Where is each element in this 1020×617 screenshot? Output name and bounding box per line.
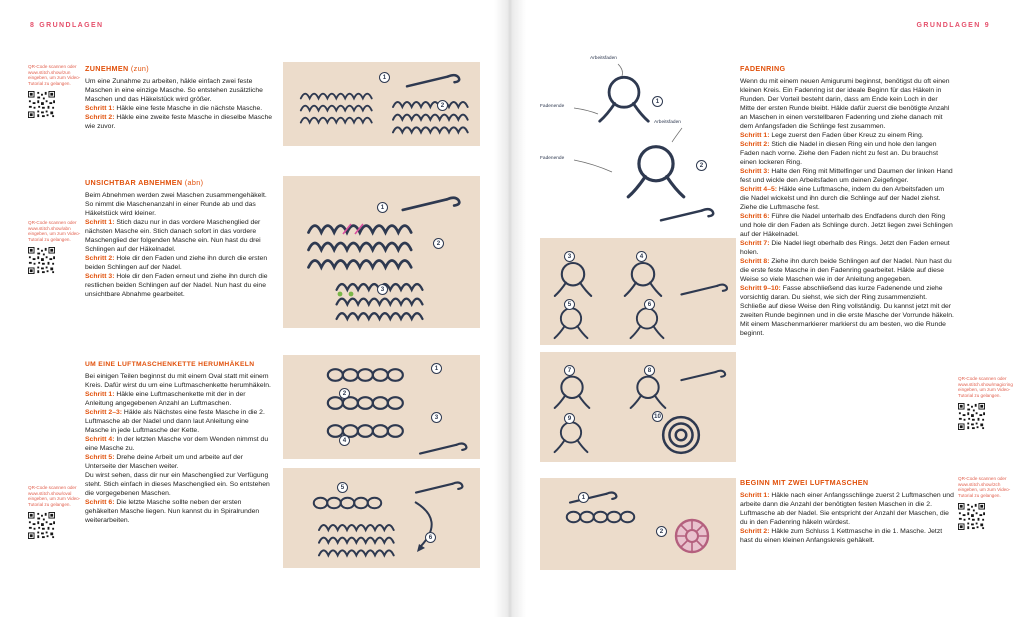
- qr-instruction-abnehmen: QR-Code scannen oder www.stitch.show/abn eingeben, um zum Video-Tutorial zu gelangen.: [28, 220, 81, 243]
- step-label: Schritt 2–3:: [85, 409, 123, 416]
- section-oval: [85, 361, 273, 525]
- text-block: [740, 239, 954, 257]
- step-number-badge: 4: [339, 435, 350, 446]
- step-text: Beim Abnehmen werden zwei Maschen zusammengehäkelt. So nimmt die Maschenanzahl in einer Runde ab und das Häkelstück wird kleiner.: [85, 192, 267, 217]
- step-text: Die Nadel liegt oberhalb des Rings. Jetzt den Faden erneut holen.: [740, 240, 950, 256]
- section-fadenring: [740, 64, 954, 338]
- step-number-badge: 3: [564, 251, 575, 262]
- page-gutter: [494, 0, 526, 617]
- step-number-badge: 1: [652, 96, 663, 107]
- section-zunehmen: [85, 64, 273, 131]
- step-number-badge: 2: [656, 526, 667, 537]
- step-number-badge: 5: [564, 299, 575, 310]
- text-block: [85, 498, 273, 525]
- folio-right: [917, 22, 990, 29]
- step-text: Die letzte Masche sollte neben der ersten gehäkelten Masche liegen. Nun kannst du in Spiralrunden weiterarbeiten.: [85, 499, 260, 524]
- step-text: In der letzten Masche vor dem Wenden nimmst du eine Masche zu.: [85, 436, 269, 452]
- qr-block-zunehmen: [28, 64, 82, 118]
- text-block: [740, 491, 954, 527]
- step-text: Stich dazu nur in das vordere Maschenglied der nächsten Masche ein. Stich danach sofort in das vordere Maschenglied der folgenden Masche ein. Nun hast du drei Schlingen auf der Häkelnadel.: [85, 219, 261, 253]
- text-block: [85, 272, 273, 299]
- step-badges: [283, 62, 480, 146]
- qr-block-abnehmen: [28, 220, 82, 274]
- step-label: Schritt 5:: [85, 454, 115, 461]
- qr-instruction-oval: QR-Code scannen oder www.stitch.show/oval eingeben, um zum Video-Tutorial zu gelangen.: [28, 485, 81, 508]
- qr-instruction-magicring: QR-Code scannen oder www.stitch.show/magicring eingeben, um zum Video-Tutorial zu gelangen.: [958, 376, 1013, 399]
- step-number-badge: 7: [564, 365, 575, 376]
- step-label: Schritt 8:: [740, 258, 770, 265]
- step-number-badge: 3: [431, 412, 442, 423]
- running-head-left: GRUNDLAGEN: [39, 22, 104, 29]
- step-label: Schritt 1:: [740, 492, 770, 499]
- section-body: [740, 77, 954, 338]
- step-badges: [540, 352, 736, 462]
- step-text: Häkle eine Luftmasche, indem du den Arbeitsfaden um die Nadel wickelst und ihn durch die Schlinge auf der Nadel ziehst. Ziehe die Luftmasche fest.: [740, 186, 945, 211]
- section-abnehmen: [85, 178, 273, 299]
- title-abbr: (abn): [184, 178, 204, 187]
- title-text: FADENRING: [740, 64, 786, 73]
- step-number-badge: 1: [578, 492, 589, 503]
- illustration-panel-zunehmen: [283, 62, 480, 146]
- text-block: [85, 471, 273, 498]
- title-text: BEGINN MIT ZWEI LUFTMASCHEN: [740, 478, 869, 487]
- text-block: [85, 77, 273, 104]
- step-badges: [540, 238, 736, 345]
- step-text: Du wirst sehen, dass dir nur ein Maschenglied zur Verfügung steht. Stich einfach in dieses Maschenglied ein. So entstehen die vorgegebenen Maschen.: [85, 472, 270, 497]
- text-block: [740, 212, 954, 239]
- step-text: Häkle eine feste Masche in die nächste Masche.: [116, 105, 263, 112]
- step-label: Schritt 2:: [85, 255, 115, 262]
- step-label: Schritt 1:: [85, 105, 115, 112]
- step-number-badge: 3: [377, 284, 388, 295]
- text-block: [85, 104, 273, 113]
- figure-label: Fadenende: [540, 104, 565, 109]
- text-block: [85, 453, 273, 471]
- illustration-panel-fadenring-mid: [540, 238, 736, 345]
- step-number-badge: 5: [337, 482, 348, 493]
- step-text: Hole dir den Faden erneut und ziehe ihn durch die restlichen beiden Schlingen auf der Nadel. Nun hast du eine unsichtbare Abnahme gearbeitet.: [85, 273, 268, 298]
- text-block: [740, 320, 954, 338]
- section-title-zunehmen: [85, 64, 273, 73]
- step-label: Schritt 3:: [85, 273, 115, 280]
- section-title-beginn: [740, 478, 954, 487]
- section-body: [85, 77, 273, 131]
- running-head-right: GRUNDLAGEN: [916, 22, 981, 29]
- illustration-panel-beginn: [540, 478, 736, 570]
- step-text: Führe die Nadel unterhalb des Endfadens durch den Ring und hole dir den Faden als Schlinge durch. Jetzt liegen zwei Schlingen auf der Häkelnadel.: [740, 213, 953, 238]
- step-label: Schritt 2:: [740, 528, 770, 535]
- step-text: Häkle eine zweite feste Masche in dieselbe Masche wie zuvor.: [85, 114, 273, 130]
- step-number-badge: 4: [636, 251, 647, 262]
- step-text: Halte den Ring mit Mittelfinger und Daumen der linken Hand fest und wickle den Arbeitsfaden um deinen Zeigefinger.: [740, 168, 953, 184]
- step-number-badge: 6: [644, 299, 655, 310]
- step-label: Schritt 9–10:: [740, 285, 781, 292]
- step-label: Schritt 4:: [85, 436, 115, 443]
- text-block: [85, 113, 273, 131]
- step-badges: [540, 478, 736, 570]
- title-text: ZUNEHMEN: [85, 64, 129, 73]
- section-body: [740, 491, 954, 545]
- page-number-right: 9: [984, 22, 990, 29]
- step-label: Schritt 2:: [85, 114, 115, 121]
- figure-label: Arbeitsfaden: [654, 120, 681, 125]
- text-block: [740, 131, 954, 140]
- step-text: Häkle nach einer Anfangsschlinge zuerst 2 Luftmaschen und arbeite dann die Anzahl der benötigten festen Maschen in die 2. Luftmasche ab der Nadel. Sie entspricht der Anzahl der Maschen, die du in den Fadenring häkeln würdest.: [740, 492, 954, 526]
- qr-code-abnehmen: [28, 247, 55, 274]
- text-block: [740, 167, 954, 185]
- qr-instruction-zunehmen: QR-Code scannen oder www.stitch.show/zun eingeben, um zum Video-Tutorial zu gelangen.: [28, 64, 81, 87]
- step-text: Wenn du mit einem neuen Amigurumi beginnst, benötigst du oft einen kleinen Kreis. Ein Fadenring ist der ideale Beginn für das Häkeln in Runden. Der Vorteil besteht darin, dass am Ende kein Loch in der Mitte der ersten Runde bleibt. Häkle dafür zuerst die benötigte Anzahl an Maschen in einen verstellbaren Fadenring und ziehe danach mit dem Anfangsfaden die Schlinge fest zusammen.: [740, 78, 950, 130]
- step-label: Schritt 1:: [85, 219, 115, 226]
- qr-block-oval: [28, 485, 82, 539]
- figure-label: Arbeitsfaden: [590, 56, 617, 61]
- text-block: [740, 257, 954, 284]
- step-text: Um eine Zunahme zu arbeiten, häkle einfach zwei feste Maschen in eine einzige Masche. So entstehen zusätzliche Maschen und das Häkelstück wird größer.: [85, 78, 263, 103]
- qr-code-2ch: [958, 503, 985, 530]
- qr-code-zunehmen: [28, 91, 55, 118]
- folio-left: [30, 22, 103, 29]
- step-number-badge: 2: [339, 388, 350, 399]
- illustration-panel-abnehmen: [283, 176, 480, 328]
- step-number-badge: 2: [437, 100, 448, 111]
- figure-fadenring-top: [540, 56, 736, 232]
- step-number-badge: 1: [431, 363, 442, 374]
- text-block: [85, 191, 273, 218]
- text-block: [740, 527, 954, 545]
- step-text: Häkle zum Schluss 1 Kettmasche in die 1. Masche. Jetzt hast du einen kleinen Anfangskreis gehäkelt.: [740, 528, 943, 544]
- step-label: Schritt 4–5:: [740, 186, 778, 193]
- step-label: Schritt 3:: [740, 168, 770, 175]
- step-label: Schritt 6:: [85, 499, 115, 506]
- text-block: [740, 284, 954, 320]
- qr-instruction-2ch: QR-Code scannen oder www.stitch.show/2ch eingeben, um zum Video-Tutorial zu gelangen.: [958, 476, 1011, 499]
- qr-block-2ch: [958, 476, 1014, 530]
- step-number-badge: 10: [652, 411, 663, 422]
- step-number-badge: 2: [433, 238, 444, 249]
- step-text: Bei einigen Teilen beginnst du mit einem Oval statt mit einem Kreis. Dafür wirst du um eine Luftmaschenkette herumhäkeln.: [85, 373, 271, 389]
- step-number-badge: 1: [377, 202, 388, 213]
- step-number-badge: 1: [379, 72, 390, 83]
- step-badges: [283, 355, 480, 459]
- step-number-badge: 9: [564, 413, 575, 424]
- qr-block-magicring: [958, 376, 1014, 430]
- text-block: [740, 77, 954, 131]
- step-text: Häkle eine Luftmaschenkette mit der in der Anleitung angegebenen Anzahl an Luftmaschen.: [85, 391, 246, 407]
- text-block: [85, 372, 273, 390]
- illustration-panel-oval-b: [283, 468, 480, 568]
- step-number-badge: 8: [644, 365, 655, 376]
- section-beginn: [740, 478, 954, 545]
- text-block: [740, 140, 954, 167]
- page-number-left: 8: [30, 22, 36, 29]
- section-body: [85, 191, 273, 299]
- step-text: Mit einem Maschenmarkierer markierst du am besten, wo die Runde beginnt.: [740, 321, 946, 337]
- illustration-panel-fadenring-low: [540, 352, 736, 462]
- text-block: [85, 218, 273, 254]
- section-body: [85, 372, 273, 525]
- qr-code-oval: [28, 512, 55, 539]
- step-label: Schritt 1:: [85, 391, 115, 398]
- figure-label: Fadenende: [540, 156, 565, 161]
- title-abbr: (zun): [130, 64, 150, 73]
- title-text: UNSICHTBAR ABNEHMEN: [85, 178, 183, 187]
- step-badges: [540, 56, 736, 232]
- step-label: Schritt 1:: [740, 132, 770, 139]
- text-block: [740, 185, 954, 212]
- text-block: [85, 390, 273, 408]
- step-text: Lege zuerst den Faden über Kreuz zu einem Ring.: [771, 132, 924, 139]
- section-title-abnehmen: [85, 178, 273, 187]
- step-label: Schritt 6:: [740, 213, 770, 220]
- text-block: [85, 435, 273, 453]
- section-title-fadenring: [740, 64, 954, 73]
- step-text: Drehe deine Arbeit um und arbeite auf der Unterseite der Maschen weiter.: [85, 454, 243, 470]
- text-block: [85, 408, 273, 435]
- step-label: Schritt 7:: [740, 240, 770, 247]
- text-block: [85, 254, 273, 272]
- step-text: Häkle als Nächstes eine feste Masche in die 2. Luftmasche ab der Nadel und dann laut Anleitung eine Masche in jede Luftmasche der Kette.: [85, 409, 265, 434]
- illustration-panel-oval-a: [283, 355, 480, 459]
- qr-code-magicring: [958, 403, 985, 430]
- step-text: Fasse abschließend das kurze Fadenende und ziehe vorsichtig daran. Du siehst, wie sich der Ring zusammenzieht. Schließe auf diese Weise den Ring vollständig. Du kannst jetzt mit der zweiten Runde beginnen und in die erste Masche der Vorrunde häkeln.: [740, 285, 954, 319]
- step-text: Hole dir den Faden und ziehe ihn durch die ersten beiden Schlingen auf der Nadel.: [85, 255, 268, 271]
- section-title-oval: [85, 361, 273, 368]
- step-text: Ziehe ihn durch beide Schlingen auf der Nadel. Nun hast du die erste feste Masche in den Fadenring gearbeitet. Häkle auf diese Weise so viele Maschen wie in der Anleitung angegeben.: [740, 258, 952, 283]
- step-label: Schritt 2:: [740, 141, 770, 148]
- step-number-badge: 6: [425, 532, 436, 543]
- step-badges: [283, 468, 480, 568]
- step-number-badge: 2: [696, 160, 707, 171]
- step-text: Stich die Nadel in diesen Ring ein und hole den langen Faden nach vorne. Ziehe den Faden nicht zu fest an. Du brauchst einen lockeren Ring.: [740, 141, 938, 166]
- title-text: UM EINE LUFTMASCHENKETTE HERUMHÄKELN: [85, 361, 255, 368]
- step-badges: [283, 176, 480, 328]
